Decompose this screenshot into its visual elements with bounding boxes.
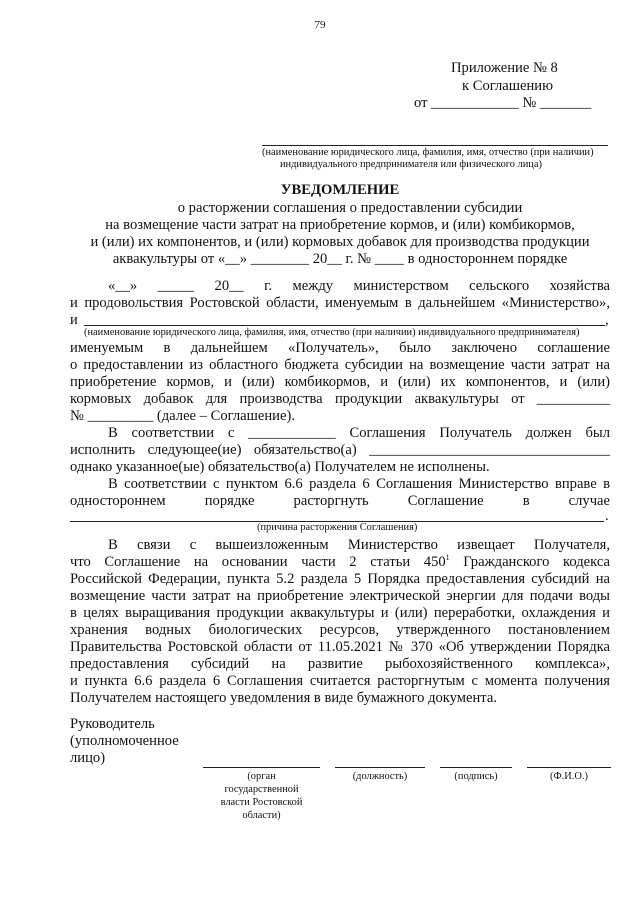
appendix-date-number: от ____________ № _______	[414, 95, 591, 111]
para1-line-3-start: и	[70, 312, 78, 328]
para1-line-6: приобретение кормов, и (или) комбикормов, и (или) их компонентов, и (или)	[70, 374, 610, 390]
appendix-title: Приложение № 8	[451, 60, 558, 76]
para4-line-9: и пункта 6.6 раздела 6 Соглашения считается расторгнутым с момента получения	[70, 673, 610, 689]
organ-line	[203, 767, 320, 768]
organ-caption-2: государственной	[224, 784, 299, 795]
organ-caption-1: (орган	[247, 771, 276, 782]
subtitle-line-3: и (или) их компонентов, и (или) кормовых добавок для производства продукции	[90, 234, 590, 250]
signer-role-2: (уполномоченное	[70, 733, 179, 749]
para2-line-3: однако указанное(ые) обязательство(а) Получателем не исполнены.	[70, 459, 490, 475]
position-caption: (должность)	[352, 771, 408, 782]
para2-line-1: В соответствии с ____________ Соглашения Получатель должен был	[108, 425, 610, 441]
para1-line-8: № _________ (далее – Соглашение).	[70, 408, 295, 424]
signer-role-3: лицо)	[70, 750, 106, 766]
para1-line-5: о предоставлении из областного бюджета субсидии на возмещение части затрат на	[70, 357, 610, 373]
para4-line-3: Российской Федерации, пункта 5.2 раздела 5 Порядка предоставления субсидий на	[70, 571, 610, 587]
document-title: УВЕДОМЛЕНИЕ	[280, 182, 400, 198]
para1-line-7: кормовых добавок для производства продукции аквакультуры от __________	[70, 391, 610, 407]
para2-line-2: исполнить следующее(ие) обязательство(а) _________________________________	[70, 442, 610, 458]
para1-line-1: «__» _____ 20__ г. между министерством сельского хозяйства	[108, 278, 610, 294]
appendix-agreement: к Соглашению	[462, 78, 554, 94]
para4-line-7: Правительства Ростовской области от 11.05.2021 № 370 «Об утверждении Порядка	[70, 639, 610, 655]
recipient-caption-1: (наименование юридического лица, фамилия, имя, отчество (при наличии)	[262, 147, 594, 158]
para4-line-1: В связи с вышеизложенным Министерство извещает Получателя,	[108, 537, 610, 553]
para1-line-3-end: ,	[605, 312, 609, 328]
recipient-line	[262, 145, 608, 146]
fio-line	[527, 767, 611, 768]
signature-caption: (подпись)	[454, 771, 498, 782]
para3-line-3-end: .	[605, 508, 609, 524]
para1-entity-line	[84, 325, 605, 326]
organ-caption-3: власти Ростовской	[220, 797, 303, 808]
fio-caption: (Ф.И.О.)	[550, 771, 588, 782]
para1-line-2: и продовольствия Ростовской области, именуемым в дальнейшем «Министерство»,	[70, 295, 610, 311]
page-number: 79	[314, 19, 326, 31]
subtitle-line-1: о расторжении соглашения о предоставлении субсидии	[177, 200, 523, 216]
subtitle-line-2: на возмещение части затрат на приобретение кормов, и (или) комбикормов,	[105, 217, 575, 233]
signature-line	[440, 767, 512, 768]
signer-role-1: Руководитель	[70, 716, 155, 732]
para3-line-1: В соответствии с пунктом 6.6 раздела 6 Соглашения Министерство вправе в	[108, 476, 610, 492]
para1-entity-caption: (наименование юридического лица, фамилия, имя, отчество (при наличии) индивидуального предпринимателя)	[84, 327, 580, 338]
para4-line-6: хранения водных биологических ресурсов, утвержденного постановлением	[70, 622, 610, 638]
recipient-caption-2: индивидуального предпринимателя или физического лица)	[280, 159, 542, 170]
para4-line-10: Получателем настоящего уведомления в виде бумажного документа.	[70, 690, 497, 706]
para4-line-5: в целях выращивания продукции аквакультуры и (или) переработки, охлаждения и	[70, 605, 610, 621]
para3-line-2: одностороннем порядке расторгнуть Соглашение в случае	[70, 493, 610, 509]
para3-reason-caption: (причина расторжения Соглашения)	[257, 522, 418, 533]
organ-caption-4: области)	[242, 810, 281, 821]
para4-line-2: что Соглашение на основании части 2 статьи $450^1$ Гражданского кодекса	[70, 553, 610, 570]
position-line	[335, 767, 425, 768]
para4-line-4: возмещение части затрат на приобретение электрической энергии для подачи воды	[70, 588, 610, 604]
para4-line-8: предоставления субсидий на развитие рыбохозяйственного комплекса»,	[70, 656, 610, 672]
para1-line-4: именуемым в дальнейшем «Получатель», было заключено соглашение	[70, 340, 610, 356]
subtitle-line-4: аквакультуры от «__» ________ 20__ г. № ____ в одностороннем порядке	[112, 251, 568, 267]
